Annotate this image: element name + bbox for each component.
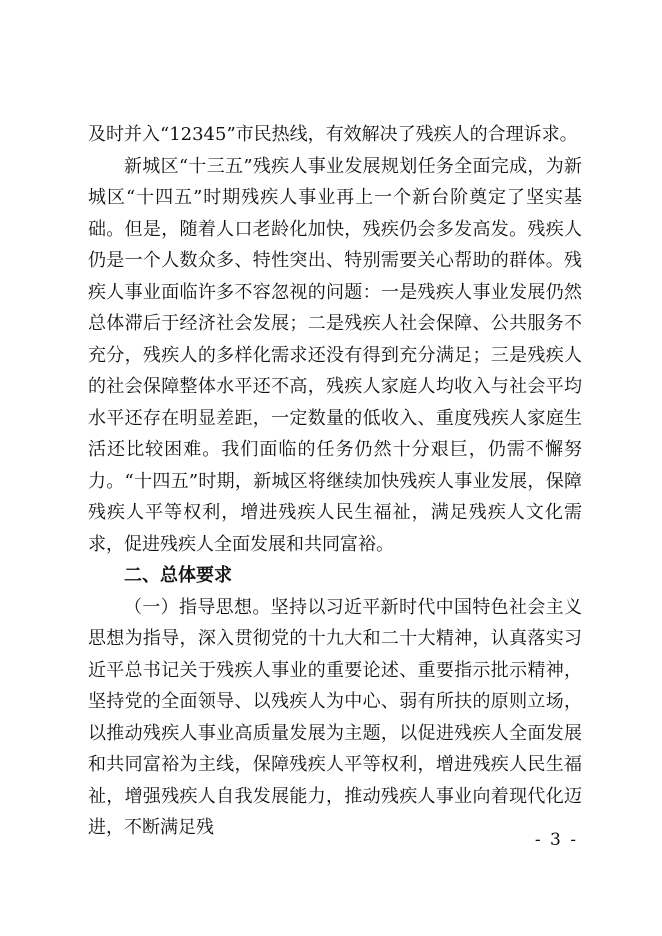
- page-number: - 3 -: [534, 830, 578, 850]
- paragraph-summary: 新城区“十三五”残疾人事业发展规划任务全面完成，为新城区“十四五”时期残疾人事业再上一个新台阶奠定了坚实基础。但是，随着人口老龄化加快，残疾仍会多发高发。残疾人仍是一个人数众多、特性突出、特别需要关心帮助的群体。残疾人事业面临许多不容忽视的问题：一是残疾人事业发展仍然总体滞后于经济社会发展；二是残疾人社会保障、公共服务不充分，残疾人的多样化需求还没有得到充分满足；三是残疾人的社会保障整体水平还不高，残疾人家庭人均收入与社会平均水平还存在明显差距，一定数量的低收入、重度残疾人家庭生活还比较困难。我们面临的任务仍然十分艰巨，仍需不懈努力。“十四五”时期，新城区将继续加快残疾人事业发展，保障残疾人平等权利，增进残疾人民生福祉，满足残疾人文化需求，促进残疾人全面发展和共同富裕。: [88, 155, 582, 555]
- section-heading: 二、总体要求: [124, 565, 232, 586]
- subsection-paragraph: [88, 592, 582, 844]
- subsection-text: 坚持以习近平新时代中国特色社会主义思想为指导，深入贯彻党的十九大和二十大精神，认真落实习近平总书记关于残疾人事业的重要论述、重要指示批示精神，坚持党的全面领导、以残疾人为中心、弱有所扶的原则立场，以推动残疾人事业高质量发展为主题，以促进残疾人全面发展和共同富裕为主线，保障残疾人平等权利，增进残疾人民生福祉，增强残疾人自我发展能力，推动残疾人事业向着现代化迈进，不断满足残: [88, 596, 583, 838]
- subsection-label: （一）指导思想。: [124, 596, 271, 618]
- document-body: [88, 119, 582, 844]
- paragraph-continuation: 及时并入“12345”市民热线，有效解决了残疾人的合理诉求。: [88, 124, 578, 145]
